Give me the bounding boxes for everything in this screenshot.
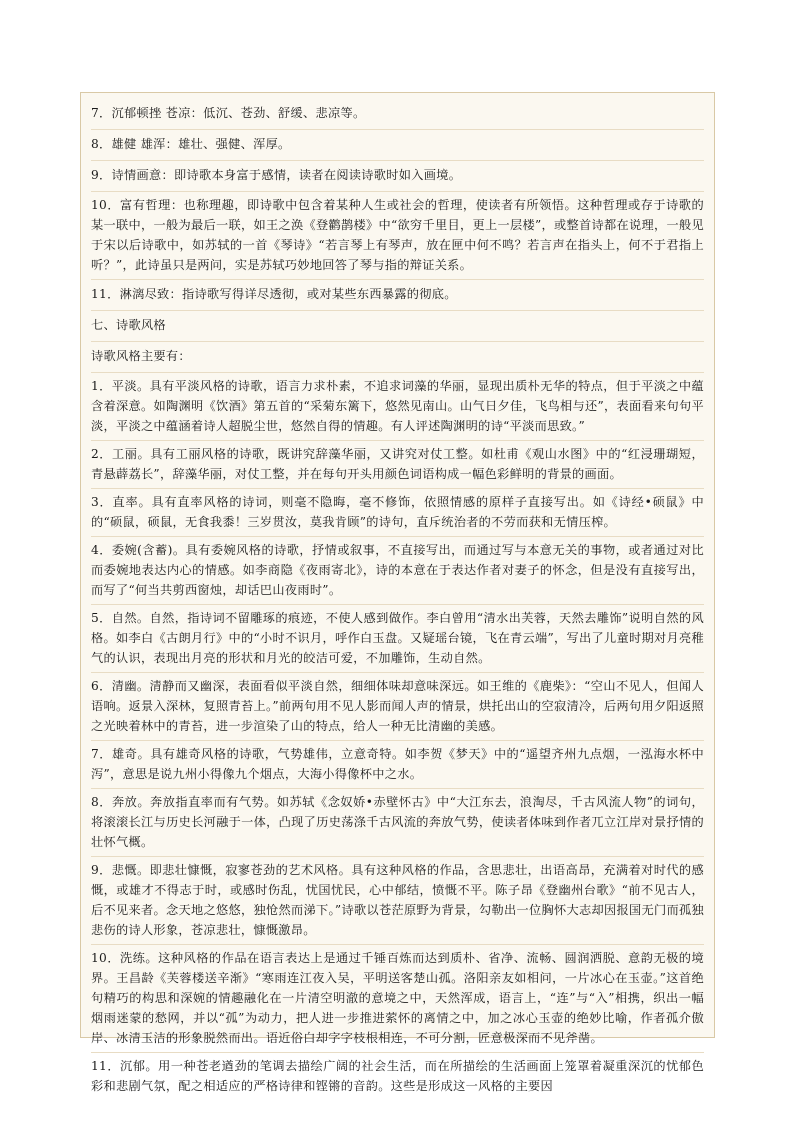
paragraph: 4．委婉(含蓄)。具有委婉风格的诗歌，抒情或叙事，不直接写出，而通过写与本意无关的事物，或者通过对比而委婉地表达内心的情感。如李商隐《夜雨寄北》，诗的本意在于表达作者对妻子的怀念，但是没有直接写出，而写了“何当共剪西窗烛，却话巴山夜雨时”。 (91, 537, 704, 605)
document-page (80, 92, 715, 1093)
paragraph: 10．洗练。这种风格的作品在语言表达上是通过千锤百炼而达到质朴、省净、流畅、圆润洒脱、意韵无极的境界。王昌龄《芙蓉楼送辛渐》“寒雨连江夜入吴，平明送客楚山孤。洛阳亲友如相问，一片冰心在玉壶。”这首绝句精巧的构思和深婉的情趣融化在一片清空明澈的意境之中，天然浑成，语言上，“连”与“入”相携，织出一幅烟雨迷蒙的愁网，并以“孤”为动力，把人进一步推进萦怀的离情之中，加之冰心玉壶的绝妙比喻，作者孤介傲岸、冰清玉洁的形象脱然而出。语近俗白却字字枝根相连，不可分割，匠意极深而不见斧凿。 (91, 945, 704, 1053)
paragraph: 9．诗情画意：即诗歌本身富于感情，读者在阅读诗歌时如入画境。 (91, 161, 704, 192)
paragraph: 11．淋漓尽致：指诗歌写得详尽透彻，或对某些东西暴露的彻底。 (91, 280, 704, 311)
paragraph: 3．直率。具有直率风格的诗词，则毫不隐晦，毫不修饰，依照情感的原样子直接写出。如《诗经•硕鼠》中的“硕鼠，硕鼠，无食我黍！三岁贯汝，莫我肯顾”的诗句，直斥统治者的不劳而获和无情压榨。 (91, 489, 704, 537)
paragraph: 1．平淡。具有平淡风格的诗歌，语言力求朴素，不追求词藻的华丽，显现出质朴无华的特点，但于平淡之中蕴含着深意。如陶渊明《饮酒》第五首的“采菊东篱下，悠然见南山。山气日夕佳，飞鸟相与还”，表面看来句句平淡，平淡之中蕴涵着诗人超脱尘世，悠然自得的情趣。有人评述陶渊明的诗“平淡而思致。” (91, 373, 704, 441)
paragraph: 5．自然。自然，指诗词不留雕琢的痕迹，不使人感到做作。李白曾用“清水出芙蓉，天然去雕饰”说明自然的风格。如李白《古朗月行》中的“小时不识月，呼作白玉盘。又疑瑶台镜，飞在青云端”，写出了儿童时期对月亮稚气的认识，表现出月亮的形状和月光的皎洁可爱，不加雕饰，生动自然。 (91, 605, 704, 673)
paragraph: 8．雄健 雄浑：雄壮、强健、浑厚。 (91, 130, 704, 161)
paragraph: 8．奔放。奔放指直率而有气势。如苏轼《念奴娇•赤壁怀古》中“大江东去，浪淘尽，千古风流人物”的词句，将滚滚长江与历史长河融于一体，凸现了历史荡涤千古风流的奔放气势，使读者体味到作者兀立江岸对景抒情的壮怀气概。 (91, 789, 704, 857)
paragraph: 7．雄奇。具有雄奇风格的诗歌，气势雄伟，立意奇特。如李贺《梦天》中的“遥望齐州九点烟，一泓海水杯中泻”，意思是说九州小得像九个烟点，大海小得像杯中之水。 (91, 741, 704, 789)
section-heading: 七、诗歌风格 (91, 311, 704, 342)
paragraph: 诗歌风格主要有： (91, 342, 704, 373)
paragraph: 2．工丽。具有工丽风格的诗歌，既讲究辞藻华丽，又讲究对仗工整。如杜甫《观山水图》中的“红浸珊瑚短，青悬薜荔长”，辞藻华丽，对仗工整，并在每句开头用颜色词语构成一幅色彩鲜明的背景的画面。 (91, 441, 704, 489)
paragraph: 10．富有哲理：也称理趣，即诗歌中包含着某种人生或社会的哲理，使读者有所领悟。这种哲理或存于诗歌的某一联中，一般为最后一联，如王之涣《登鹳鹊楼》中“欲穷千里目，更上一层楼”，或整首诗都在说理，一般见于宋以后诗歌中，如苏轼的一首《琴诗》“若言琴上有琴声，放在匣中何不鸣？若言声在指头上，何不于君指上听？”，此诗虽只是两问，实是苏轼巧妙地回答了琴与指的辩证关系。 (91, 192, 704, 280)
paragraph: 7．沉郁顿挫 苍凉：低沉、苍劲、舒缓、悲凉等。 (91, 99, 704, 130)
paragraph: 9．悲慨。即悲壮慷慨，寂寥苍劲的艺术风格。具有这种风格的作品，含思悲壮，出语高昂，充满着对时代的感慨，或雄才不得志于时，或感时伤乱，忧国忧民，心中郁结，愤慨不平。陈子昂《登幽州台歌》“前不见古人，后不见来者。念天地之悠悠，独怆然而涕下。”诗歌以苍茫原野为背景，勾勒出一位胸怀大志却因报国无门而孤独悲伤的诗人形象，苍凉悲壮，慷慨激昂。 (91, 857, 704, 945)
paragraph: 6．清幽。清静而又幽深，表面看似平淡自然，细细体味却意味深远。如王维的《鹿柴》：“空山不见人，但闻人语响。返景入深林，复照青苔上。”前两句用不见人影而闻人声的情景，烘托出山的空寂清冷，后两句用夕阳返照之光映着林中的青苔，进一步渲染了山的特点，给人一种无比清幽的美感。 (91, 673, 704, 741)
paragraph: 11．沉郁。用一种苍老遒劲的笔调去描绘广阔的社会生活，而在所描绘的生活画面上笼罩着凝重深沉的忧郁色彩和悲剧气氛，配之相适应的严格诗律和铿锵的音韵。这些是形成这一风格的主要因 (91, 1059, 704, 1093)
